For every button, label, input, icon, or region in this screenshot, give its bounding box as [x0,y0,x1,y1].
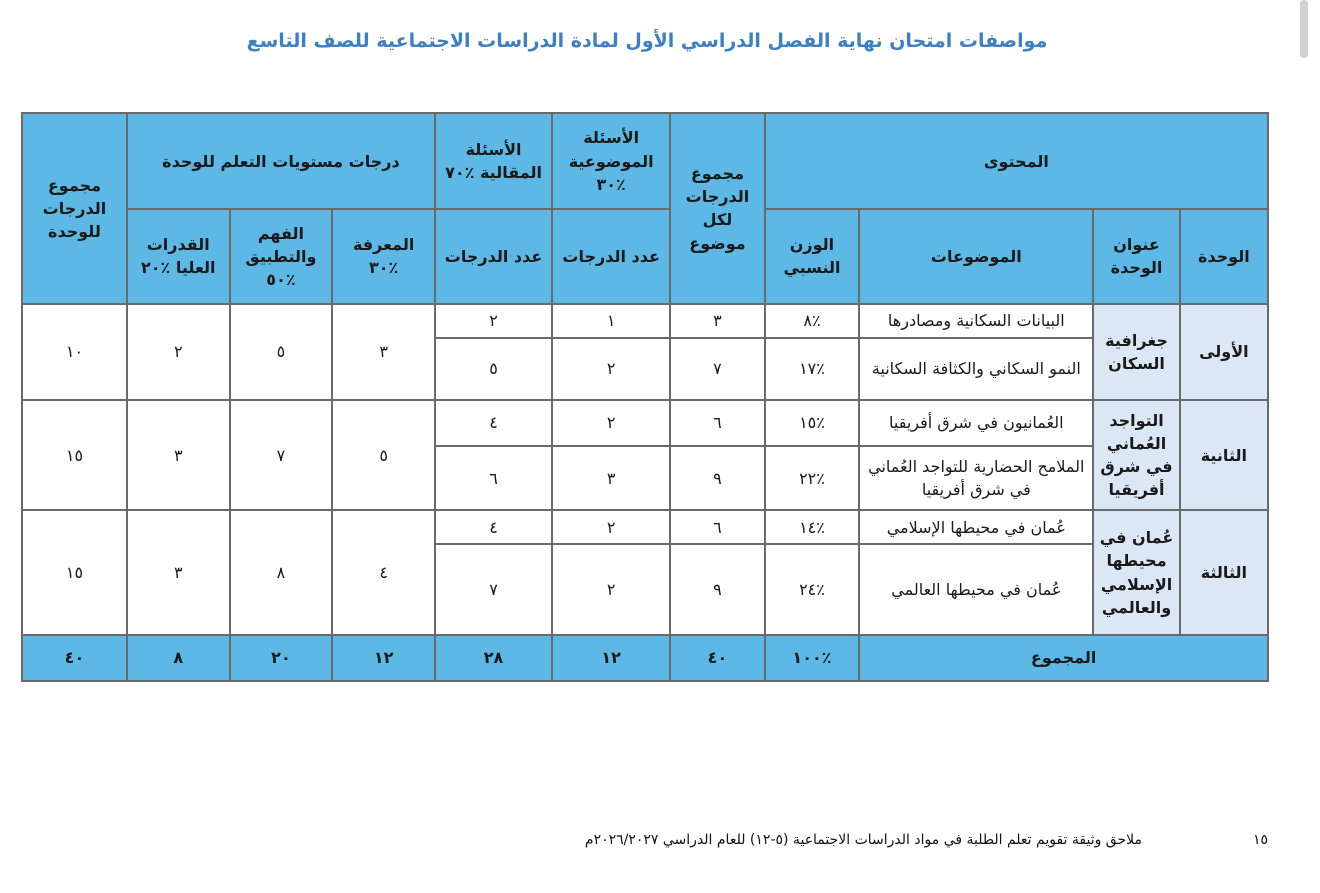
header-higher: القدرات العليا ٪٢٠ [127,209,230,303]
unit-total: ١٥ [22,510,127,634]
topic: النمو السكاني والكثافة السكانية [859,338,1093,400]
header-objective: الأسئلة الموضوعية ٪٣٠ [552,113,670,209]
topic-total: ٧ [670,338,764,400]
table-row [22,510,1268,544]
topic-essay: ٦ [435,446,552,510]
unit-name: الثالثة [1180,510,1268,634]
topic-total: ٩ [670,544,764,634]
unit-name: الثانية [1180,400,1268,510]
totals-higher: ٨ [127,635,230,681]
unit-knowledge: ٥ [332,400,435,510]
header-obj-count: عدد الدرجات [552,209,670,303]
totals-objective: ١٢ [552,635,670,681]
table-row [22,400,1268,446]
totals-total: ٤٠ [670,635,764,681]
exam-spec-table [21,112,1269,682]
header-essay: الأسئلة المقالية ٪٧٠ [435,113,552,209]
header-knowledge: المعرفة ٪٣٠ [332,209,435,303]
unit-higher: ٣ [127,510,230,634]
totals-application: ٢٠ [230,635,333,681]
header-unit-total: مجموع الدرجات للوحدة [22,113,127,304]
topic-total: ٦ [670,510,764,544]
topic-essay: ٤ [435,400,552,446]
header-weight: الوزن النسبي [765,209,860,303]
topic-essay: ٤ [435,510,552,544]
unit-application: ٧ [230,400,333,510]
unit-knowledge: ٤ [332,510,435,634]
topic-weight: ٪٢٢ [765,446,860,510]
totals-essay: ٢٨ [435,635,552,681]
unit-application: ٥ [230,304,333,400]
topic-weight: ٪١٧ [765,338,860,400]
topic-objective: ١ [552,304,670,338]
topic: عُمان في محيطها الإسلامي [859,510,1093,544]
unit-higher: ٢ [127,304,230,400]
topic-total: ٣ [670,304,764,338]
topic-total: ٩ [670,446,764,510]
scrollbar[interactable] [1300,0,1308,58]
page-number: ١٥ [1252,832,1268,848]
header-levels: درجات مستويات التعلم للوحدة [127,113,435,209]
header-essay-count: عدد الدرجات [435,209,552,303]
topic-essay: ٢ [435,304,552,338]
header-total-per-topic: مجموع الدرجات لكل موضوع [670,113,764,304]
unit-total: ١٥ [22,400,127,510]
topic: العُمانيون في شرق أفريقيا [859,400,1093,446]
topic-weight: ٪٢٤ [765,544,860,634]
totals-knowledge: ١٢ [332,635,435,681]
topic-objective: ٢ [552,544,670,634]
topic: البيانات السكانية ومصادرها [859,304,1093,338]
topic-objective: ٢ [552,400,670,446]
unit-higher: ٣ [127,400,230,510]
totals-label: المجموع [859,635,1268,681]
unit-name: الأولى [1180,304,1268,400]
topic: عُمان في محيطها العالمي [859,544,1093,634]
unit-title: عُمان في محيطها الإسلامي والعالمي [1093,510,1179,634]
header-content: المحتوى [765,113,1268,209]
unit-title: جغرافية السكان [1093,304,1179,400]
totals-weight: ٪١٠٠ [765,635,860,681]
unit-total: ١٠ [22,304,127,400]
topic-total: ٦ [670,400,764,446]
table-row [22,304,1268,338]
unit-application: ٨ [230,510,333,634]
topic-weight: ٪١٤ [765,510,860,544]
totals-unit-total: ٤٠ [22,635,127,681]
topic-objective: ٣ [552,446,670,510]
topic-essay: ٥ [435,338,552,400]
unit-title: التواجد العُماني في شرق أفريقيا [1093,400,1179,510]
footer-text: ملاحق وثيقة تقويم تعلم الطلبة في مواد الدراسات الاجتماعية (٥-١٢) للعام الدراسي ٢٠٢٦/٢٠٢٧م [584,832,1142,848]
totals-row [22,635,1268,681]
unit-knowledge: ٣ [332,304,435,400]
header-topics: الموضوعات [859,209,1093,303]
header-application: الفهم والتطبيق ٪٥٠ [230,209,333,303]
header-unit: الوحدة [1180,209,1268,303]
header-unit-title: عنوان الوحدة [1093,209,1179,303]
topic-objective: ٢ [552,338,670,400]
page-title: مواصفات امتحان نهاية الفصل الدراسي الأول لمادة الدراسات الاجتماعية للصف التاسع [246,30,1048,52]
topic-objective: ٢ [552,510,670,544]
topic-weight: ٪١٥ [765,400,860,446]
topic-essay: ٧ [435,544,552,634]
topic-weight: ٪٨ [765,304,860,338]
topic: الملامح الحضارية للتواجد العُماني في شرق أفريقيا [859,446,1093,510]
